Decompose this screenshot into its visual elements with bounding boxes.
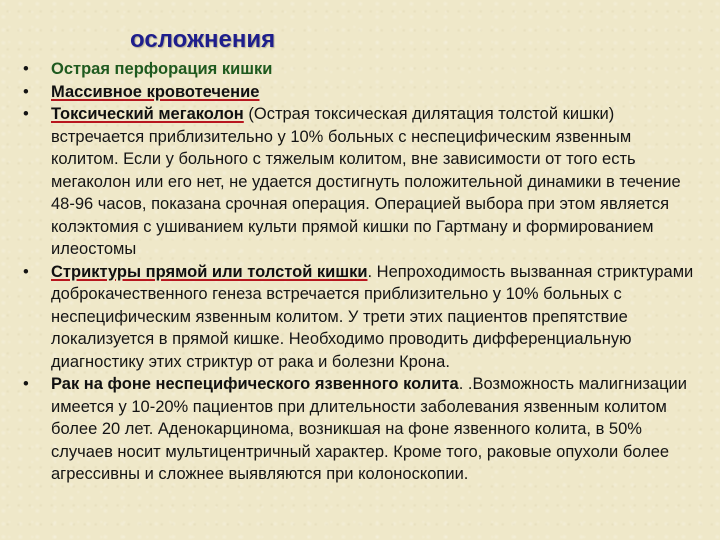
item-text-cancer: . .Возможность малигнизации имеется у 10-20% пациентов при длительности заболевания язвенным колитом более 20 лет. Аденокарцинома, возникшая на фоне язвенного колита, в 50% случаев носит мультицентричный характер. Кроме того, раковые опухоли более агрессивны и сложнее выявляются при колоноскопии. — [51, 375, 687, 483]
bullet-icon — [23, 81, 29, 104]
bullet-icon — [23, 103, 29, 126]
list-item-bleeding — [20, 81, 700, 104]
bullet-icon — [23, 373, 29, 396]
item-text-megacolon: (Острая токсическая дилятация толстой кишки) встречается приблизительно у 10% больных с неспецифическим язвенным колитом. Если у больного с тяжелым колитом, вне зависимости от того есть мегаколон или его нет, не удается достигнуть положительной динамики в течение 48-96 часов, показана срочная операция. Операцией выбора при этом является колэктомия с ушиванием культи прямой кишки по Гартману и формированием илеостомы — [51, 105, 681, 258]
bullet-icon — [23, 261, 29, 284]
item-text-strictures: . Непроходимость вызванная стриктурами доброкачественного генеза встречается приблизительно у 10% больных с неспецифическим язвенным колитом. У трети этих пациентов препятствие локализуется в прямой кишке. Необходимо проводить дифференциальную диагностику этих стриктур от рака и болезни Крона. — [51, 262, 694, 371]
item-heading-megacolon: Токсический мегаколон — [51, 105, 244, 123]
list-item-perforation — [20, 58, 700, 81]
item-heading-strictures: Стриктуры прямой или толстой кишки — [51, 262, 368, 281]
item-heading-perforation: Острая перфорация кишки — [51, 60, 273, 78]
complications-list — [20, 58, 700, 486]
item-heading-bleeding: Массивное кровотечение — [51, 82, 260, 101]
list-item-megacolon — [20, 103, 700, 261]
list-item-strictures — [20, 261, 700, 374]
slide-title: осложнения — [130, 26, 276, 53]
list-item-cancer — [20, 373, 700, 486]
item-heading-cancer: Рак на фоне неспецифического язвенного колита — [51, 375, 459, 393]
bullet-icon — [23, 58, 29, 81]
